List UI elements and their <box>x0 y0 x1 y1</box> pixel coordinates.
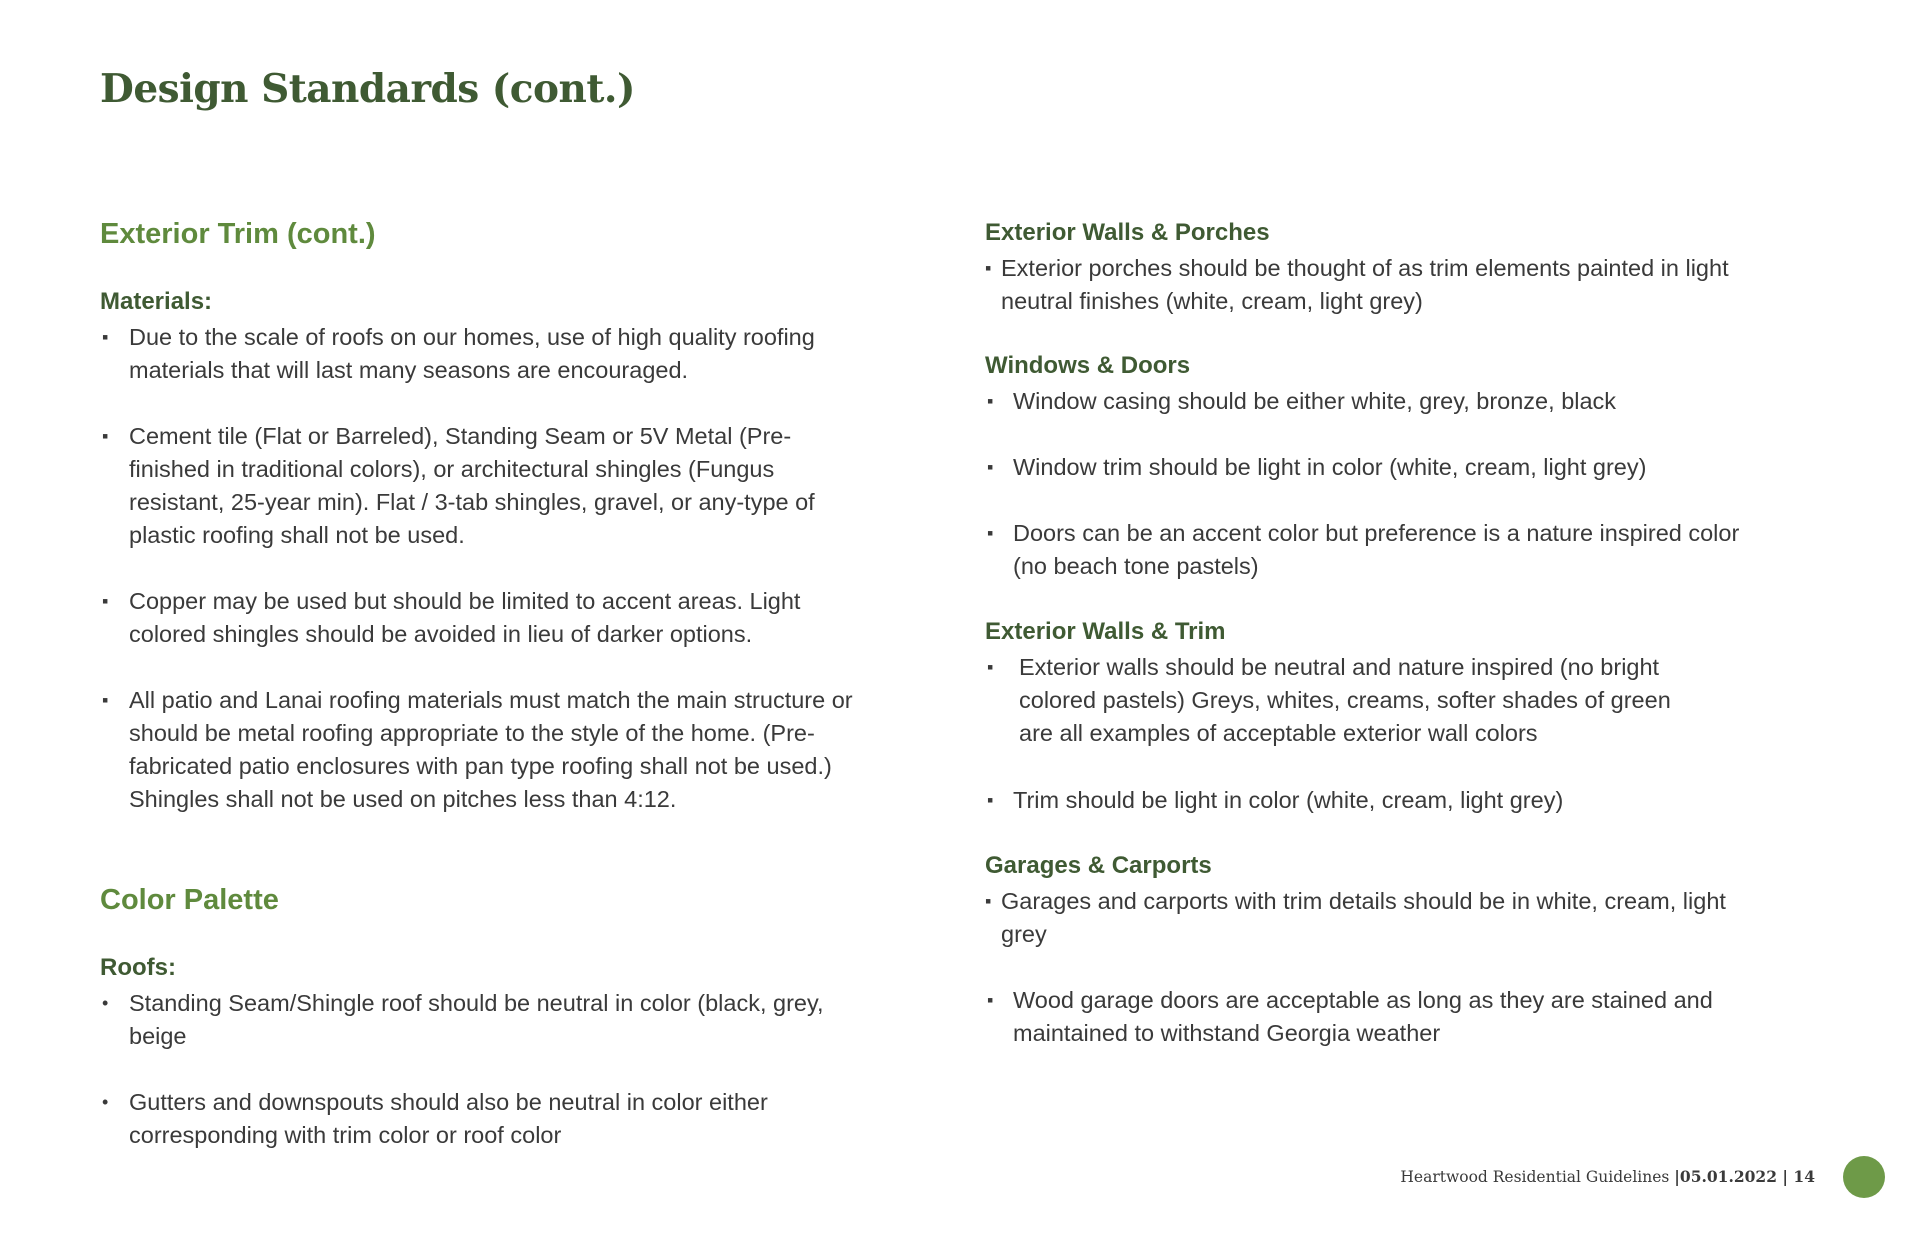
bullet-icon: ▪ <box>987 790 994 810</box>
roofs-list <box>100 987 840 1152</box>
bullet-icon: • <box>102 993 109 1013</box>
list-item: ▪ Due to the scale of roofs on our homes, use of high quality roofing materials that will last many seasons are encouraged. <box>100 321 860 387</box>
list-item: ▪ Exterior porches should be thought of as trim elements painted in light neutral finishes (white, cream, light grey) <box>985 252 1745 318</box>
garage-doors-list <box>985 984 1745 1050</box>
list-item: ▪ Doors can be an accent color but preference is a nature inspired color (no beach tone pastels) <box>985 517 1745 583</box>
list-item: ▪ Trim should be light in color (white, cream, light grey) <box>985 784 1745 817</box>
list-item: ▪ Garages and carports with trim details should be in white, cream, light grey <box>985 885 1745 951</box>
garages-list <box>985 885 1745 951</box>
bullet-icon: ▪ <box>987 657 994 677</box>
garages-heading: Garages & Carports <box>985 852 1212 879</box>
bullet-icon: ▪ <box>985 258 992 278</box>
windows-doors-list <box>985 385 1745 583</box>
trim-list <box>985 784 1745 817</box>
bullet-icon: ▪ <box>987 523 994 543</box>
bullet-icon: • <box>102 1092 109 1112</box>
materials-list <box>100 321 860 816</box>
list-item: • Gutters and downspouts should also be neutral in color either corresponding with trim color or roof color <box>100 1086 840 1152</box>
list-item: ▪ Exterior walls should be neutral and nature inspired (no bright colored pastels) Greys, whites, creams, softer shades of green are all examples of acceptable exterior wall colors <box>985 651 1700 750</box>
list-item: ▪ Copper may be used but should be limited to accent areas. Light colored shingles should be avoided in lieu of darker options. <box>100 585 860 651</box>
bullet-icon: ▪ <box>985 891 992 911</box>
materials-heading: Materials: <box>100 288 213 315</box>
bullet-icon: ▪ <box>987 990 994 1010</box>
walls-porches-heading: Exterior Walls & Porches <box>985 219 1270 246</box>
bullet-icon: ▪ <box>987 457 994 477</box>
exterior-trim-heading: Exterior Trim (cont.) <box>100 218 376 250</box>
footer-circle-icon <box>1843 1156 1885 1198</box>
bullet-icon: ▪ <box>102 591 109 611</box>
color-palette-heading: Color Palette <box>100 884 279 916</box>
roofs-heading: Roofs: <box>100 954 176 981</box>
bullet-icon: ▪ <box>987 391 994 411</box>
footer <box>1400 1167 1815 1186</box>
bullet-icon: ▪ <box>102 426 109 446</box>
windows-doors-heading: Windows & Doors <box>985 352 1191 379</box>
walls-trim-list <box>985 651 1700 750</box>
walls-trim-heading: Exterior Walls & Trim <box>985 618 1226 645</box>
bullet-icon: ▪ <box>102 327 109 347</box>
list-item: ▪ All patio and Lanai roofing materials must match the main structure or should be metal roofing appropriate to the style of the home. (Pre-fabricated patio enclosures with pan type roofing shall not be used.) Shingles shall not be used on pitches less than 4:12. <box>100 684 860 816</box>
walls-porches-list <box>985 252 1745 318</box>
list-item: ▪ Wood garage doors are acceptable as long as they are stained and maintained to withstand Georgia weather <box>985 984 1745 1050</box>
list-item: ▪ Cement tile (Flat or Barreled), Standing Seam or 5V Metal (Pre-finished in traditional colors), or architectural shingles (Fungus resistant, 25-year min). Flat / 3-tab shingles, gravel, or any-type of plastic roofing shall not be used. <box>100 420 860 552</box>
bullet-icon: ▪ <box>102 690 109 710</box>
list-item: • Standing Seam/Shingle roof should be neutral in color (black, grey, beige <box>100 987 840 1053</box>
page-title: Design Standards (cont.) <box>100 66 635 112</box>
list-item: ▪ Window casing should be either white, grey, bronze, black <box>985 385 1745 418</box>
footer-date-page: |05.01.2022 | 14 <box>1674 1167 1815 1186</box>
footer-doc-name: Heartwood Residential Guidelines <box>1400 1168 1675 1186</box>
list-item: ▪ Window trim should be light in color (white, cream, light grey) <box>985 451 1745 484</box>
